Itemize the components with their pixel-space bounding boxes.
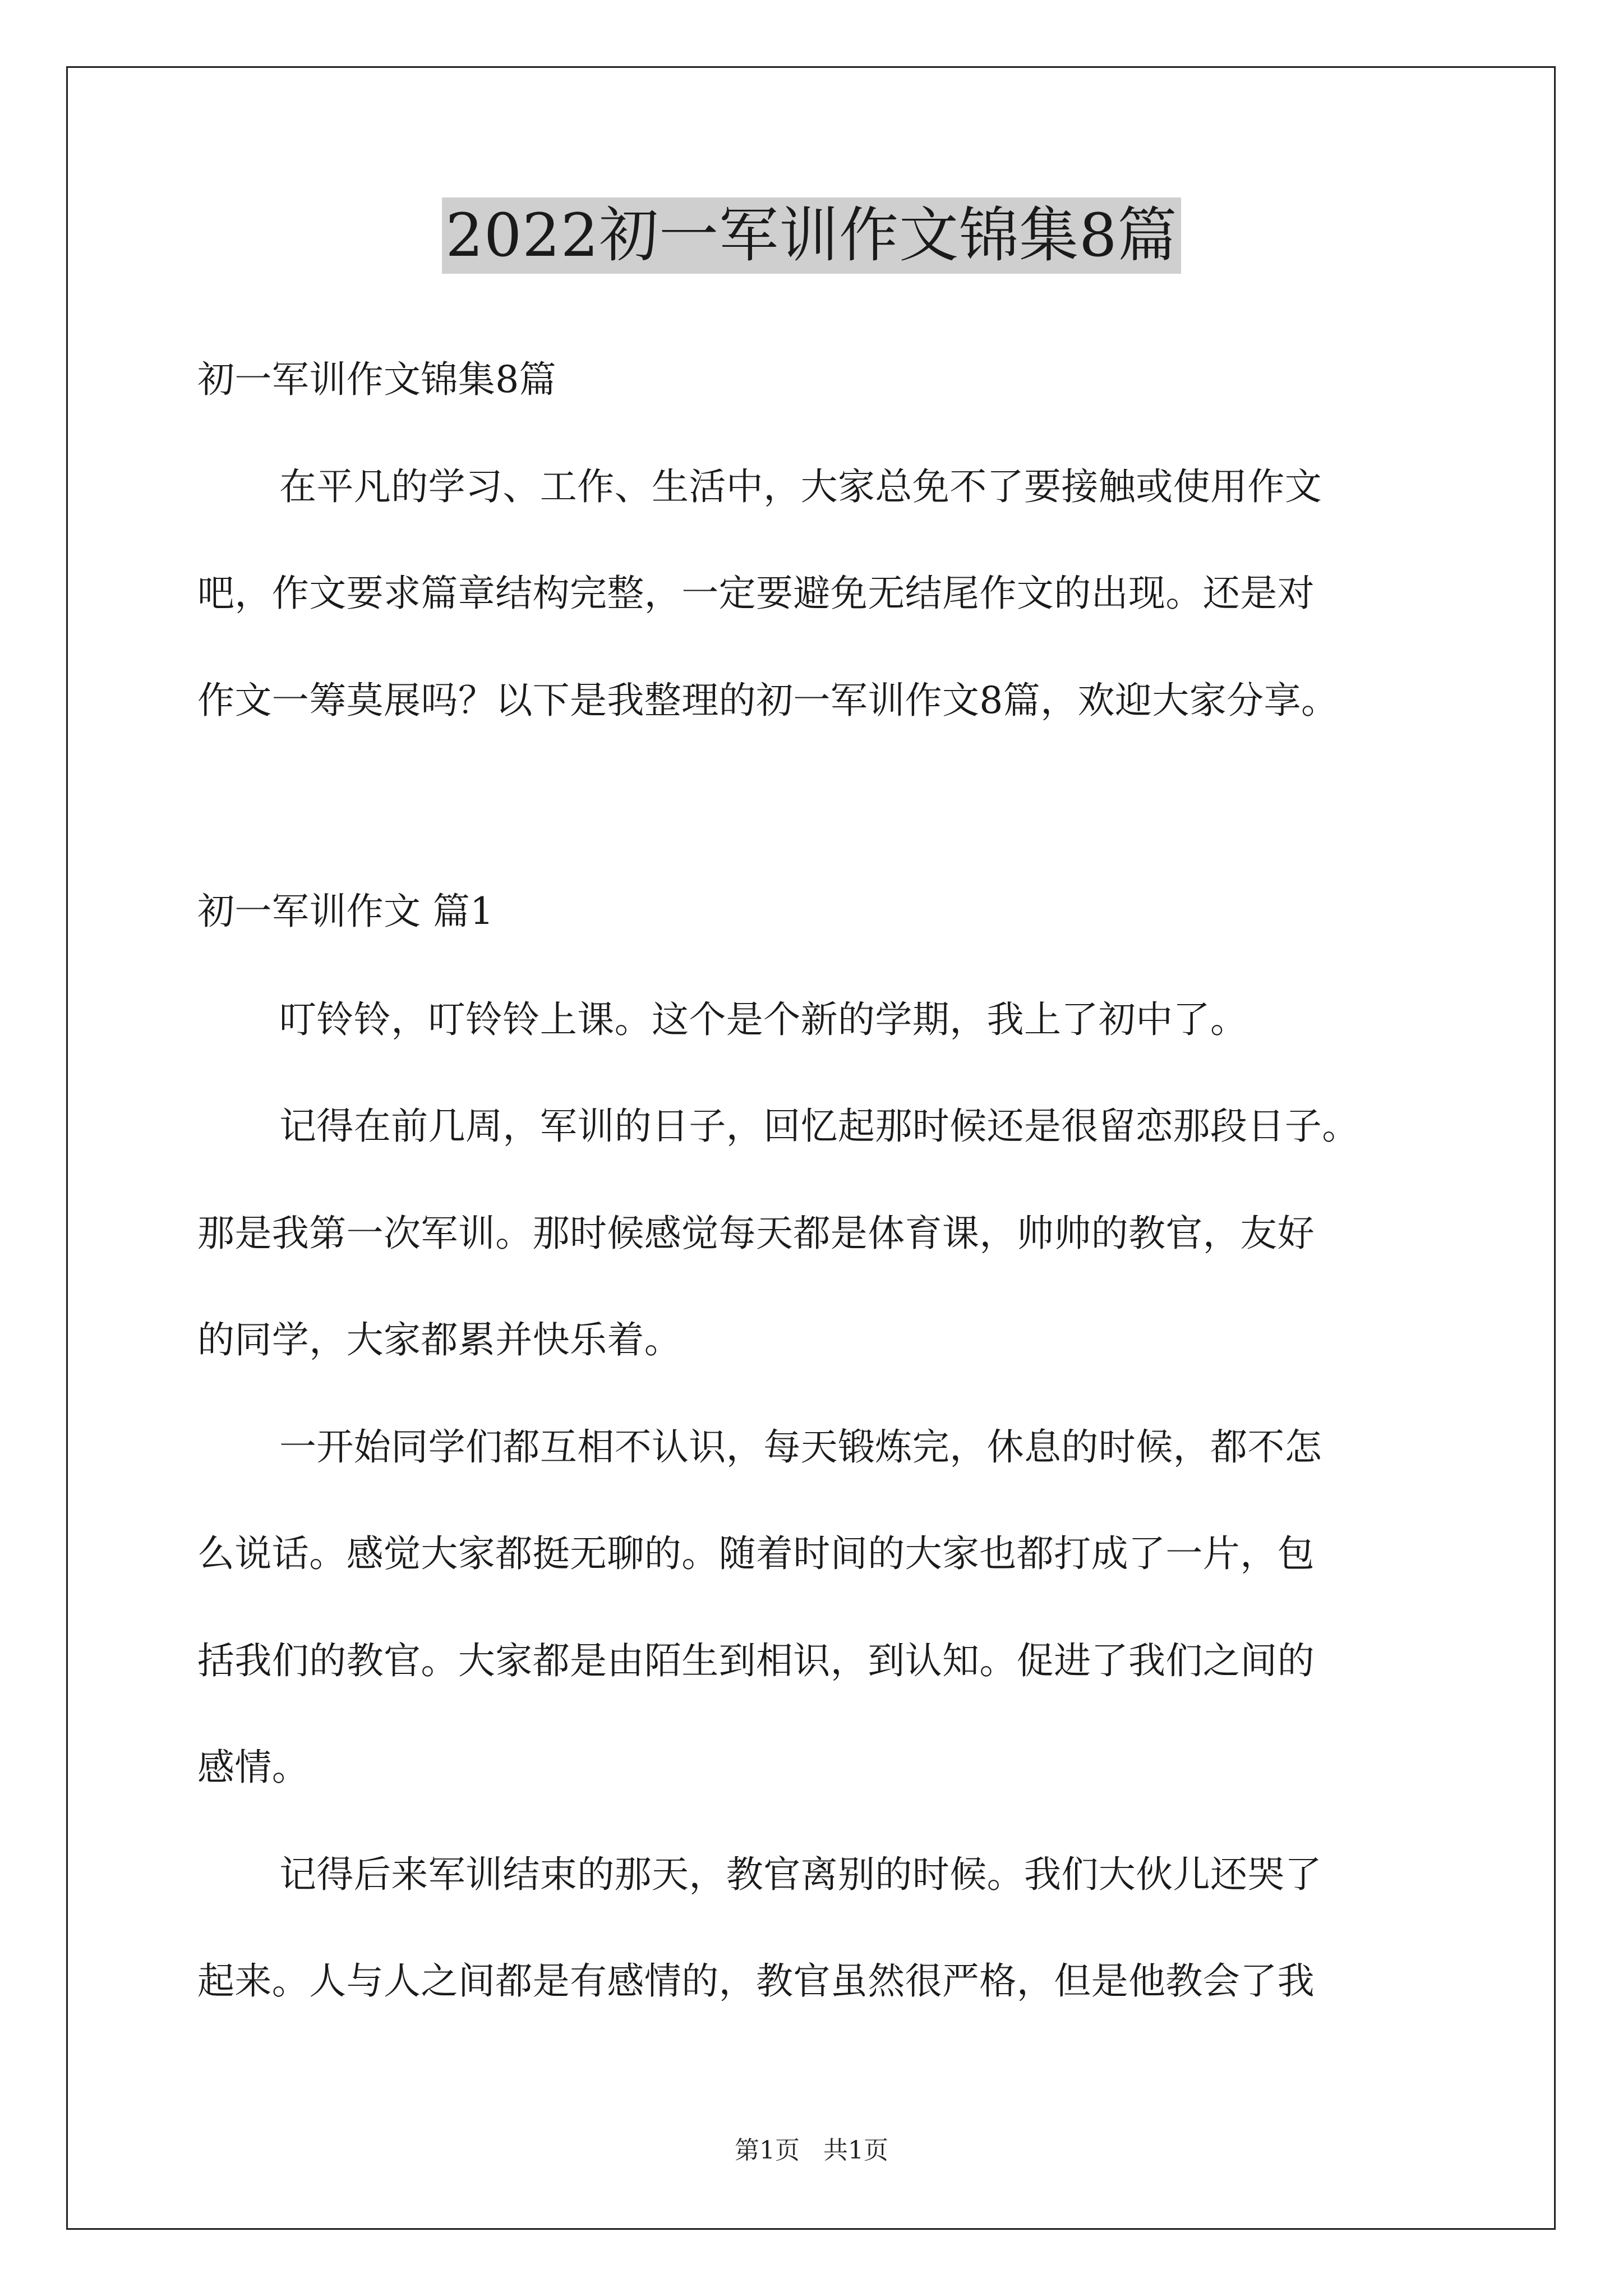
document-title-text: 2022初一军训作文锦集8篇	[442, 197, 1181, 274]
document-title	[0, 197, 1623, 274]
body-line: 感情。	[197, 1746, 310, 1789]
document-subtitle: 初一军训作文锦集8篇	[197, 358, 556, 401]
body-line: 一开始同学们都互相不认识，每天锻炼完，休息的时候，都不怎	[279, 1425, 1322, 1469]
body-line: 的同学，大家都累并快乐着。	[197, 1318, 682, 1361]
body-line: 叮铃铃，叮铃铃上课。这个是个新的学期，我上了初中了。	[279, 998, 1248, 1041]
intro-line: 在平凡的学习、工作、生活中，大家总免不了要接触或使用作文	[279, 465, 1322, 508]
page-footer: 第1页 共1页	[735, 2136, 888, 2165]
body-line: 括我们的教官。大家都是由陌生到相识，到认知。促进了我们之间的	[197, 1639, 1315, 1682]
intro-line: 吧，作文要求篇章结构完整，一定要避免无结尾作文的出现。还是对	[197, 572, 1315, 615]
body-line: 么说话。感觉大家都挺无聊的。随着时间的大家也都打成了一片，包	[197, 1532, 1315, 1575]
body-line: 记得在前几周，军训的日子，回忆起那时候还是很留恋那段日子。	[279, 1105, 1359, 1148]
intro-line: 作文一筹莫展吗？以下是我整理的初一军训作文8篇，欢迎大家分享。	[197, 679, 1339, 722]
body-line: 记得后来军训结束的那天，教官离别的时候。我们大伙儿还哭了	[279, 1853, 1322, 1896]
section-heading: 初一军训作文 篇1	[197, 890, 494, 933]
body-line: 那是我第一次军训。那时候感觉每天都是体育课，帅帅的教官，友好	[197, 1212, 1315, 1255]
body-line: 起来。人与人之间都是有感情的，教官虽然很严格，但是他教会了我	[197, 1959, 1315, 2003]
